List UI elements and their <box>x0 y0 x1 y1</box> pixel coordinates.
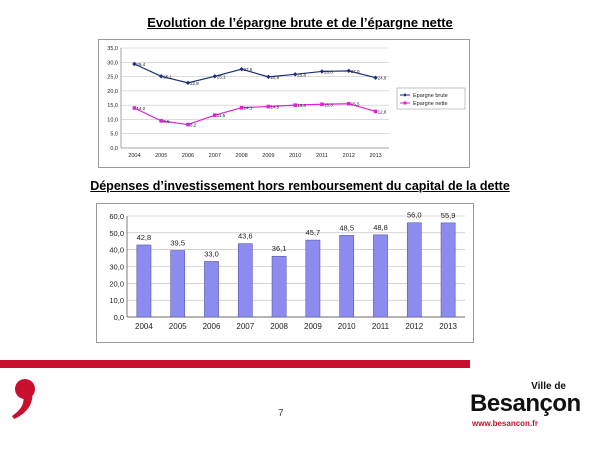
y-tick-label: 50,0 <box>109 228 124 238</box>
data-label: 42,8 <box>136 232 152 242</box>
data-label: 25,1 <box>216 74 226 80</box>
y-tick-label: 5,0 <box>110 131 118 138</box>
data-label: 24,9 <box>270 74 280 80</box>
bar <box>340 235 354 317</box>
data-label: 45,7 <box>305 228 321 238</box>
y-tick-label: 25,0 <box>107 74 118 81</box>
data-label: 15,5 <box>350 101 360 107</box>
y-tick-label: 20,0 <box>109 279 124 289</box>
data-label: 48,8 <box>373 222 388 232</box>
bar <box>441 223 455 317</box>
bar <box>407 223 421 317</box>
x-tick-label: 2012 <box>405 322 424 331</box>
bar <box>306 240 320 317</box>
y-tick-label: 10,0 <box>109 296 124 306</box>
y-tick-label: 20,0 <box>107 88 118 95</box>
bar <box>373 235 387 317</box>
x-tick-label: 2009 <box>304 322 322 331</box>
data-label: 39,5 <box>170 238 186 248</box>
legend-label: Epargne brute <box>413 93 448 99</box>
bar <box>171 251 185 317</box>
line-chart <box>99 40 469 167</box>
data-label: 24,6 <box>377 75 387 81</box>
series-line-epargne-nette <box>134 101 375 125</box>
data-label: 26,8 <box>324 69 333 75</box>
x-tick-label: 2010 <box>289 153 302 159</box>
data-label: 9,5 <box>163 118 170 124</box>
y-tick-label: 30,0 <box>109 262 124 272</box>
ville-de-besancon-logo <box>470 381 580 431</box>
x-tick-label: 2005 <box>168 322 187 331</box>
x-tick-label: 2011 <box>371 322 390 331</box>
x-tick-label: 2005 <box>155 153 168 159</box>
data-label: 14,1 <box>243 105 253 111</box>
x-tick-label: 2010 <box>337 322 356 331</box>
y-tick-label: 35,0 <box>107 46 118 52</box>
y-tick-label: 40,0 <box>109 245 124 255</box>
x-tick-label: 2009 <box>262 153 275 159</box>
y-tick-label: 15,0 <box>107 103 118 110</box>
x-tick-label: 2007 <box>236 322 255 331</box>
x-tick-label: 2011 <box>316 153 328 159</box>
x-tick-label: 2006 <box>202 322 221 331</box>
legend-label: Epargne nette <box>413 101 448 107</box>
x-tick-label: 2008 <box>235 153 248 159</box>
x-tick-label: 2008 <box>270 322 288 331</box>
data-label: 55,9 <box>440 210 456 220</box>
logo-besancon: Besançon <box>470 390 581 417</box>
data-label: 15,0 <box>297 103 306 109</box>
page-number: 7 <box>278 408 284 419</box>
x-tick-label: 2007 <box>208 153 221 159</box>
bar <box>137 245 151 317</box>
data-label: 14,0 <box>136 106 146 111</box>
data-label: 14,5 <box>270 104 280 110</box>
line-chart-title: Evolution de l’épargne brute et de l’épargne nette <box>147 15 453 30</box>
data-label: 48,5 <box>339 223 355 233</box>
data-label: 12,8 <box>377 109 387 115</box>
data-label: 43,6 <box>237 231 253 241</box>
data-label: 33,0 <box>204 249 219 259</box>
data-label: 11,5 <box>216 113 226 119</box>
data-label: 27,6 <box>243 67 253 73</box>
bar-chart-frame <box>96 203 474 343</box>
x-tick-label: 2012 <box>342 153 355 159</box>
bar-chart-title: Dépenses d’investissement hors remboursement du capital de la dette <box>90 179 510 193</box>
bar-chart <box>97 204 473 342</box>
footer-red-bar <box>0 360 470 368</box>
y-tick-label: 0,0 <box>110 146 118 152</box>
x-tick-label: 2013 <box>439 322 457 331</box>
bar <box>272 256 286 317</box>
bar <box>204 261 218 317</box>
x-tick-label: 2013 <box>369 153 382 159</box>
y-tick-label: 60,0 <box>109 212 124 221</box>
legend-marker <box>404 102 407 105</box>
besancon-comma-icon <box>10 376 50 420</box>
x-tick-label: 2006 <box>181 153 195 159</box>
data-label: 15,3 <box>324 102 333 108</box>
data-label: 8,2 <box>190 122 197 128</box>
data-label: 29,4 <box>136 62 146 67</box>
data-label: 22,8 <box>190 80 199 86</box>
y-tick-label: 10,0 <box>107 117 118 124</box>
logo-ville-de: Ville de <box>531 381 566 392</box>
x-tick-label: 2004 <box>135 322 153 331</box>
data-label: 25,8 <box>297 72 306 78</box>
data-label: 56,0 <box>406 210 422 220</box>
data-label: 25,1 <box>163 74 172 80</box>
logo-url: www.besancon.fr <box>472 419 538 428</box>
y-tick-label: 30,0 <box>107 60 118 67</box>
data-label: 27,0 <box>350 68 360 74</box>
line-chart-frame <box>98 39 470 168</box>
bar <box>238 244 252 317</box>
y-tick-label: 0,0 <box>113 313 124 322</box>
data-label: 36,1 <box>271 244 287 254</box>
x-tick-label: 2004 <box>128 153 141 159</box>
